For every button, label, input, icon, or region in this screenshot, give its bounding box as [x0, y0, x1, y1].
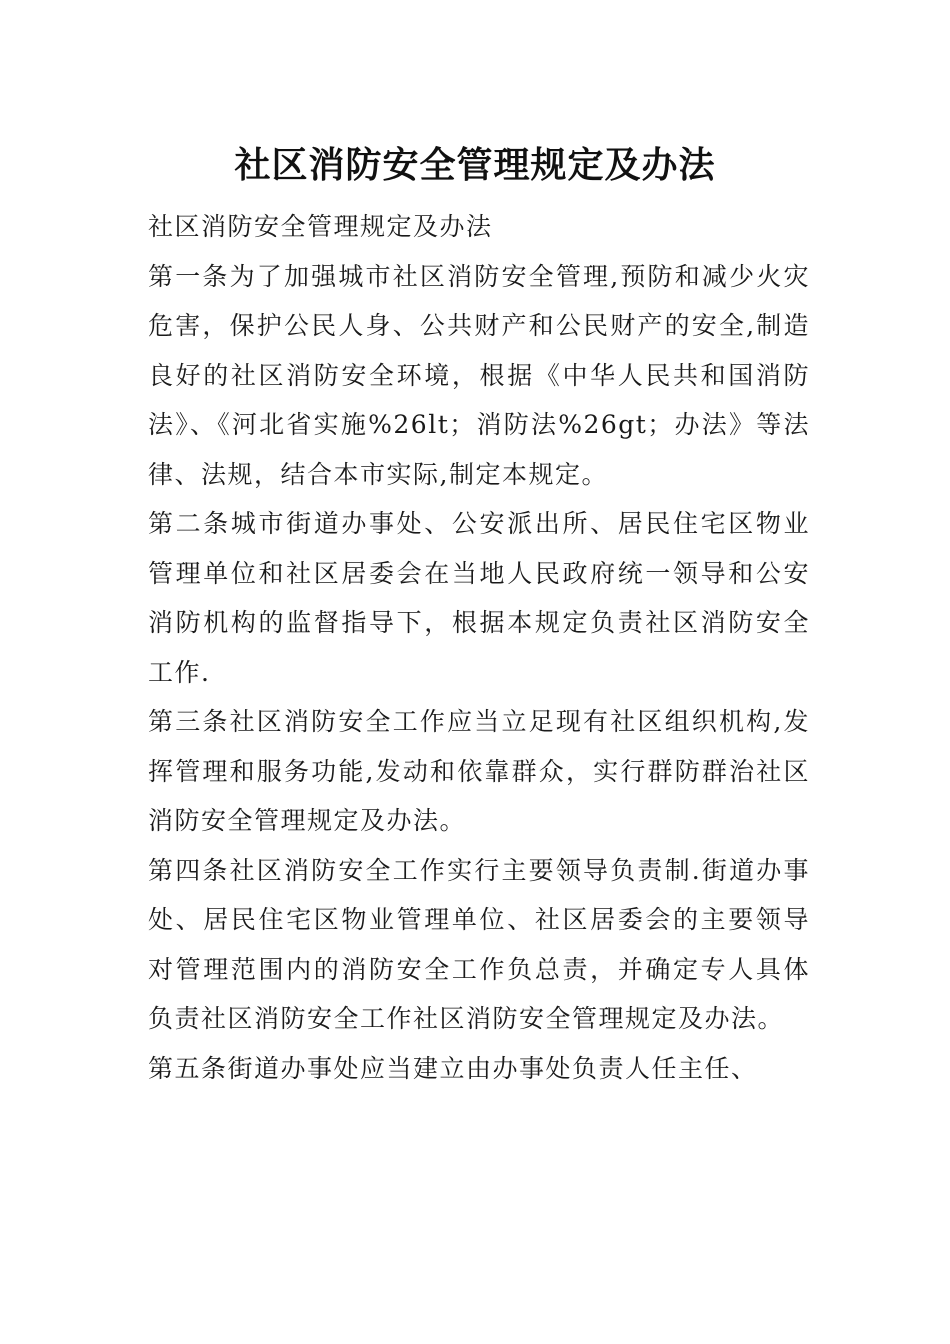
paragraph-article-3: 第三条社区消防安全工作应当立足现有社区组织机构,发挥管理和服务功能,发动和依靠群众，实行群防群治社区消防安全管理规定及办法。: [148, 707, 810, 835]
paragraph-article-5: 第五条街道办事处应当建立由办事处负责人任主任、: [148, 1053, 758, 1083]
paragraph-article-2: 第二条城市街道办事处、公安派出所、居民住宅区物业管理单位和社区居委会在当地人民政府统一领导和公安消防机构的监督指导下，根据本规定负责社区消防安全工作.: [148, 509, 810, 687]
paragraph-heading: 社区消防安全管理规定及办法: [148, 212, 493, 241]
document-body: [148, 202, 810, 1093]
paragraph-article-4: 第四条社区消防安全工作实行主要领导负责制.街道办事处、居民住宅区物业管理单位、社区居委会的主要领导对管理范围内的消防安全工作负总责，并确定专人具体负责社区消防安全工作社区消防安全管理规定及办法。: [148, 855, 810, 1033]
paragraph-article-1: 第一条为了加强城市社区消防安全管理,预防和减少火灾危害，保护公民人身、公共财产和公民财产的安全,制造良好的社区消防安全环境，根据《中华人民共和国消防法》、《河北省实施%26lt；消防法%26gt；办法》等法律、法规，结合本市实际,制定本规定。: [148, 261, 810, 489]
document-title: 社区消防安全管理规定及办法: [234, 144, 716, 186]
